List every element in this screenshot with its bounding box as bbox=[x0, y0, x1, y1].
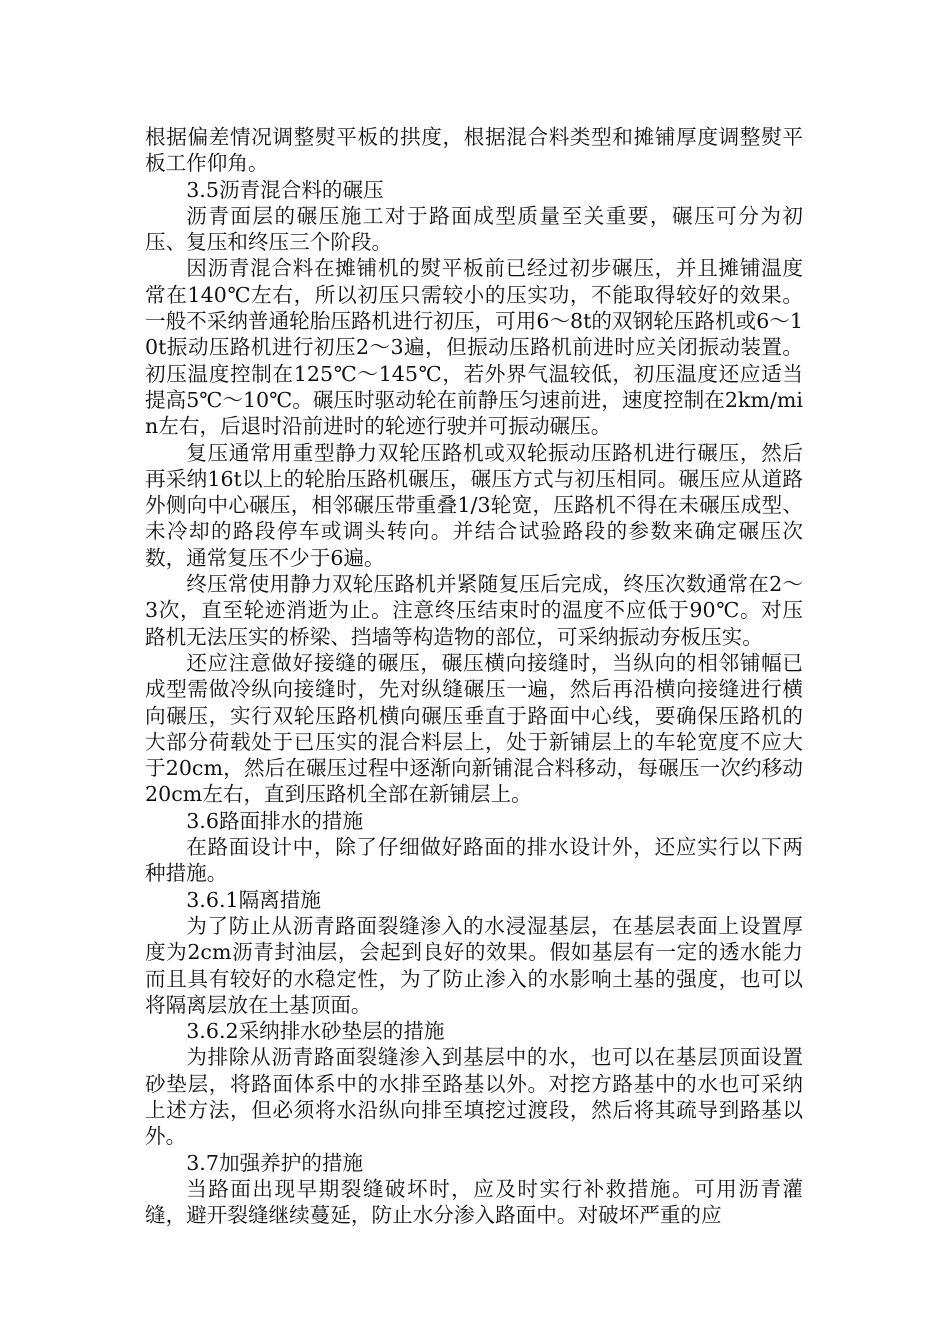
paragraph-sand-cushion: 为排除从沥青路面裂缝渗入到基层中的水，也可以在基层顶面设置砂垫层，将路面体系中的水排至路基以外。对挖方路基中的水也可采纳上述方法，但必须将水沿纵向排至填挖过渡段，然后将其疏导到路基以外。 bbox=[145, 1045, 803, 1149]
paragraph-initial-compaction: 因沥青混合料在摊铺机的熨平板前已经过初步碾压，并且摊铺温度常在140℃左右，所以初压只需较小的压实功，不能取得较好的效果。一般不采纳普通轮胎压路机进行初压，可用6～8t的双钢轮压路机或6～10t振动压路机进行初压2～3遍，但振动压路机前进时应关闭振动装置。初压温度控制在125℃～145℃，若外界气温较低，初压温度还应适当提高5℃～10℃。碾压时驱动轮在前静压匀速前进，速度控制在2km/min左右，后退时沿前进时的轮迹行驶并可振动碾压。 bbox=[145, 256, 803, 439]
paragraph-joint-compaction: 还应注意做好接缝的碾压，碾压横向接缝时，当纵向的相邻铺幅已成型需做冷纵向接缝时，先对纵缝碾压一遍，然后再沿横向接缝进行横向碾压，实行双轮压路机横向碾压垂直于路面中心线，要确保压路机的大部分荷载处于已压实的混合料层上，处于新铺层上的车轮宽度不应大于20cm，然后在碾压过程中逐渐向新铺混合料移动，每碾压一次约移动20cm左右，直到压路机全部在新铺层上。 bbox=[145, 650, 803, 807]
section-heading-3-5: 3.5沥青混合料的碾压 bbox=[186, 177, 384, 202]
paragraph-maintenance: 当路面出现早期裂缝破坏时，应及时实行补救措施。可用沥青灌缝，避开裂缝继续蔓延，防止水分渗入路面中。对破坏严重的应 bbox=[145, 1176, 803, 1228]
paragraph-continuation: 根据偏差情况调整熨平板的拱度，根据混合料类型和摊铺厚度调整熨平板工作仰角。 bbox=[145, 125, 803, 176]
document-body bbox=[145, 124, 803, 1228]
section-heading-3-6: 3.6路面排水的措施 bbox=[186, 808, 364, 833]
section-heading-3-6-2: 3.6.2采纳排水砂垫层的措施 bbox=[186, 1019, 445, 1044]
paragraph-compaction-intro: 沥青面层的碾压施工对于路面成型质量至关重要，碾压可分为初压、复压和终压三个阶段。 bbox=[145, 203, 803, 255]
section-heading-3-6-1: 3.6.1隔离措施 bbox=[186, 887, 321, 912]
paragraph-drainage-intro: 在路面设计中，除了仔细做好路面的排水设计外，还应实行以下两种措施。 bbox=[145, 835, 803, 886]
paragraph-final-compaction: 终压常使用静力双轮压路机并紧随复压后完成，终压次数通常在2～3次，直至轮迹消逝为止。注意终压结束时的温度不应低于90℃。对压路机无法压实的桥梁、挡墙等构造物的部位，可采纳振动夯板压实。 bbox=[145, 572, 803, 649]
paragraph-isolation: 为了防止从沥青路面裂缝渗入的水浸湿基层，在基层表面上设置厚度为2cm沥青封油层，会起到良好的效果。假如基层有一定的透水能力而且具有较好的水稳定性，为了防止渗入的水影响土基的强度，也可以将隔离层放在土基顶面。 bbox=[145, 913, 803, 1017]
paragraph-re-compaction: 复压通常用重型静力双轮压路机或双轮振动压路机进行碾压，然后再采纳16t以上的轮胎压路机碾压，碾压方式与初压相同。碾压应从道路外侧向中心碾压，相邻碾压带重叠1/3轮宽，压路机不得在未碾压成型、未冷却的路段停车或调头转向。并结合试验路段的参数来确定碾压次数，通常复压不少于6遍。 bbox=[145, 440, 803, 570]
section-heading-3-7: 3.7加强养护的措施 bbox=[186, 1150, 364, 1175]
